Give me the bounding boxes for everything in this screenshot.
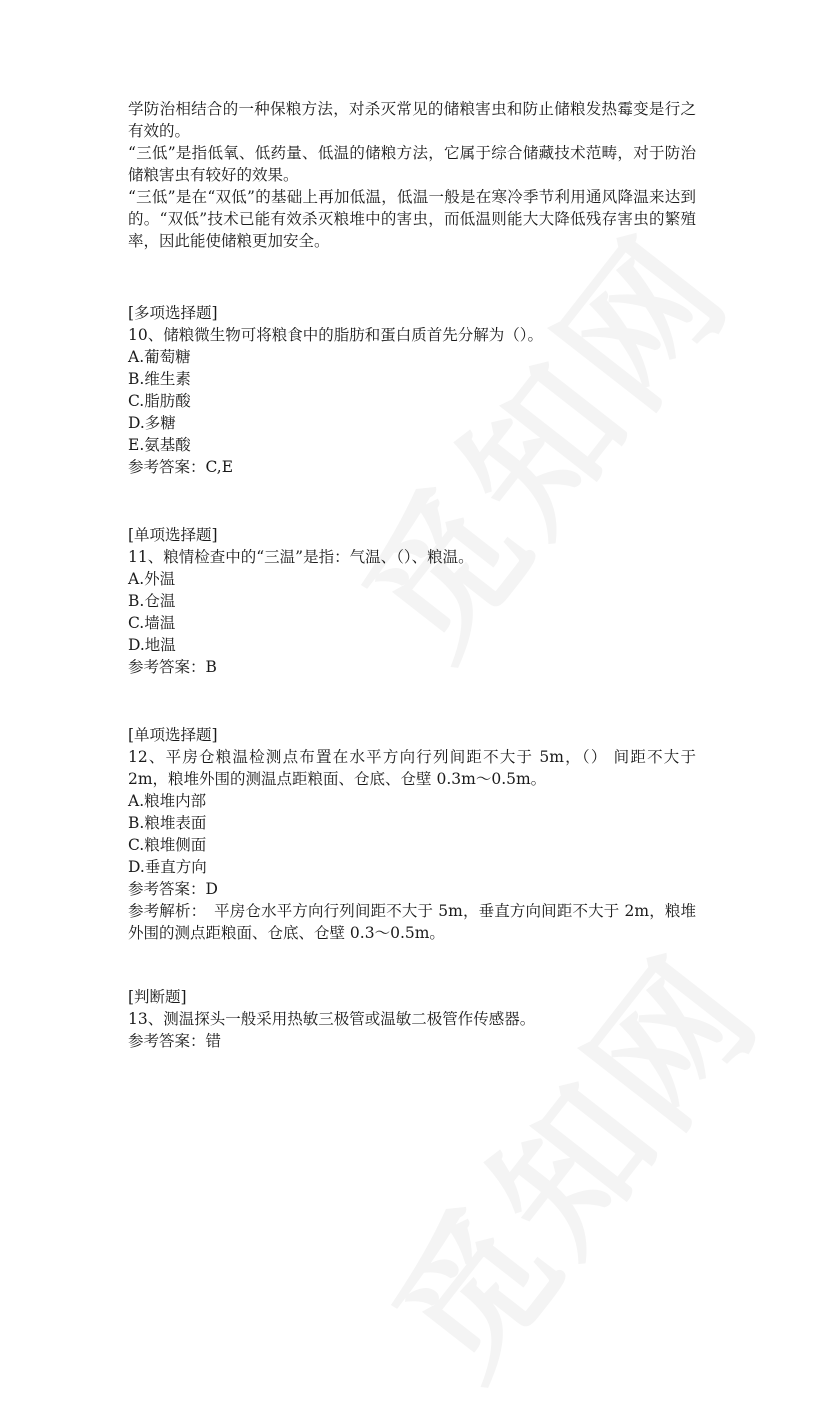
question-text: 11、粮情检查中的“三温”是指：气温、（）、粮温。 bbox=[128, 548, 474, 566]
answer: 参考答案：B bbox=[128, 658, 217, 676]
option: D.多糖 bbox=[128, 414, 176, 432]
question-text: 13、测温探头一般采用热敏三极管或温敏二极管作传感器。 bbox=[128, 1010, 536, 1028]
intro-paragraph: “三低”是指低氧、低药量、低温的储粮方法，它属于综合储藏技术范畴，对于防治储粮害虫有较好的效果。 bbox=[128, 144, 696, 184]
question-type: [多项选择题] bbox=[128, 304, 218, 322]
question-block bbox=[128, 724, 696, 944]
option: A.葡萄糖 bbox=[128, 348, 191, 366]
option: C.墙温 bbox=[128, 614, 176, 632]
answer: 参考答案：错 bbox=[128, 1032, 222, 1050]
option: B.仓温 bbox=[128, 592, 176, 610]
option: C.粮堆侧面 bbox=[128, 836, 207, 854]
question-text: 10、储粮微生物可将粮食中的脂肪和蛋白质首先分解为（）。 bbox=[128, 326, 543, 344]
option: B.粮堆表面 bbox=[128, 814, 207, 832]
option: D.垂直方向 bbox=[128, 858, 207, 876]
intro-paragraph: 学防治相结合的一种保粮方法，对杀灭常见的储粮害虫和防止储粮发热霉变是行之有效的。 bbox=[128, 100, 696, 140]
option: A.粮堆内部 bbox=[128, 792, 207, 810]
answer: 参考答案：C,E bbox=[128, 458, 234, 476]
option: C.脂肪酸 bbox=[128, 392, 191, 410]
option: D.地温 bbox=[128, 636, 176, 654]
option: E.氨基酸 bbox=[128, 436, 191, 454]
question-type: [单项选择题] bbox=[128, 726, 218, 744]
answer-analysis: 参考解析： 平房仓水平方向行列间距不大于 5m，垂直方向间距不大于 2m，粮堆外围的测点距粮面、仓底、仓壁 0.3～0.5m。 bbox=[128, 902, 696, 942]
question-text: 12、平房仓粮温检测点布置在水平方向行列间距不大于 5m，（） 间距不大于 2m，粮堆外围的测温点距粮面、仓底、仓壁 0.3m～0.5m。 bbox=[128, 748, 696, 788]
question-type: [单项选择题] bbox=[128, 526, 218, 544]
question-block bbox=[128, 302, 696, 478]
document-body bbox=[128, 98, 696, 1052]
question-block bbox=[128, 524, 696, 678]
question-block bbox=[128, 986, 696, 1052]
answer: 参考答案：D bbox=[128, 880, 218, 898]
option: B.维生素 bbox=[128, 370, 191, 388]
question-type: [判断题] bbox=[128, 988, 187, 1006]
option: A.外温 bbox=[128, 570, 176, 588]
intro-paragraph: “三低”是在“双低”的基础上再加低温，低温一般是在寒冷季节利用通风降温来达到的。“双低”技术已能有效杀灭粮堆中的害虫，而低温则能大大降低残存害虫的繁殖率，因此能使储粮更加安全。 bbox=[128, 188, 696, 250]
